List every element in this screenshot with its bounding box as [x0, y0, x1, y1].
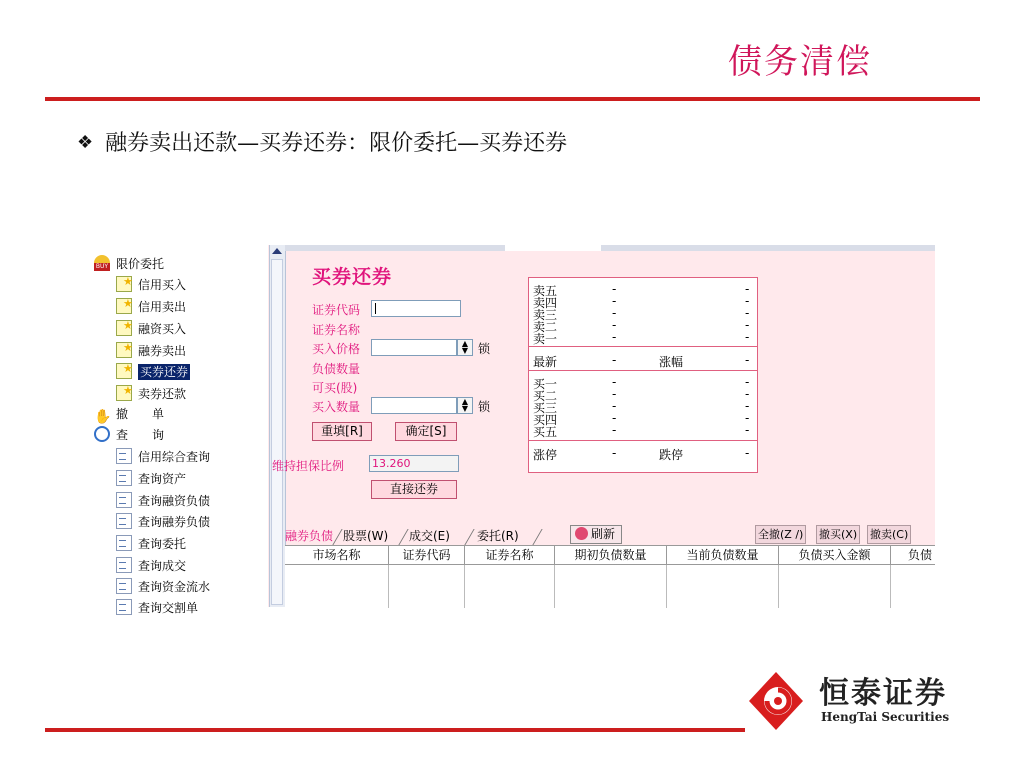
- document-icon: [116, 535, 132, 551]
- can-buy-label: 可买(股): [312, 381, 358, 395]
- tree-scrollbar[interactable]: [269, 245, 286, 607]
- document-icon: [116, 557, 132, 573]
- order-panel: [272, 245, 935, 607]
- note-icon: [116, 320, 132, 336]
- tree-item-margin-debt[interactable]: 查询融资负债: [116, 491, 210, 511]
- note-icon: [116, 298, 132, 314]
- tree-item-cash-flow[interactable]: 查询资金流水: [116, 577, 210, 597]
- magnifier-icon: [94, 426, 110, 442]
- code-input[interactable]: [371, 300, 461, 317]
- buy-qty-input[interactable]: [371, 397, 457, 414]
- note-icon: [116, 385, 132, 401]
- tree-item-deals[interactable]: 查询成交: [116, 556, 186, 576]
- tab-orders[interactable]: 委托(R): [477, 529, 519, 543]
- hand-icon: ✋: [94, 409, 112, 425]
- tree-item-credit-summary[interactable]: 信用综合查询: [116, 447, 210, 467]
- column-header[interactable]: 市场名称: [285, 546, 389, 565]
- column-header[interactable]: 负债: [891, 546, 935, 565]
- tree-item-credit-sell[interactable]: ★信用卖出: [116, 297, 186, 317]
- scroll-thumb[interactable]: [271, 259, 283, 605]
- tab-deals[interactable]: 成交(E): [409, 529, 450, 543]
- qty-stepper[interactable]: ▲ ▼: [457, 397, 473, 414]
- panel-top-bar: [285, 245, 935, 251]
- bullet-line: [77, 126, 567, 157]
- debt-table: [285, 545, 935, 608]
- bottom-rule: [45, 728, 745, 732]
- slide-title: 债务清偿: [728, 42, 872, 82]
- document-icon: [116, 513, 132, 529]
- buy-qty-label: 买入数量: [312, 400, 361, 414]
- tree-item-short-sell[interactable]: ★融券卖出: [116, 341, 186, 361]
- top-rule: [45, 97, 980, 101]
- document-icon: [116, 492, 132, 508]
- document-icon: [116, 599, 132, 615]
- tree-item-orders[interactable]: 查询委托: [116, 534, 186, 554]
- refresh-icon: [575, 527, 588, 540]
- tree-item-buy-to-return[interactable]: ★买券还券: [116, 362, 190, 382]
- diamond-bullet-icon: ❖: [77, 132, 94, 153]
- cancel-sell-button[interactable]: 撤卖(C): [867, 525, 911, 544]
- tab-short-debt[interactable]: 融券负债: [285, 529, 334, 543]
- reset-button[interactable]: 重填[R]: [312, 422, 372, 441]
- document-icon: [116, 448, 132, 464]
- column-header[interactable]: 证券代码: [389, 546, 465, 565]
- column-header[interactable]: 证券名称: [465, 546, 555, 565]
- form-title: 买券还券: [312, 266, 393, 288]
- direct-return-button[interactable]: 直接还券: [371, 480, 457, 499]
- trading-screenshot: [90, 245, 935, 615]
- tree-item-margin-buy[interactable]: ★融资买入: [116, 319, 186, 339]
- company-logo: [745, 658, 970, 740]
- buy-icon: [94, 255, 110, 271]
- tree-item-short-debt[interactable]: 查询融券负债: [116, 512, 210, 532]
- note-icon: [116, 276, 132, 292]
- hengtai-logo-icon: [745, 670, 807, 732]
- document-icon: [116, 578, 132, 594]
- price-label: 买入价格: [312, 342, 361, 356]
- name-label: 证券名称: [312, 323, 361, 337]
- code-label: 证券代码: [312, 303, 361, 317]
- note-icon: [116, 342, 132, 358]
- column-header[interactable]: 当前负债数量: [667, 546, 779, 565]
- logo-text-en: HengTai Securities: [821, 710, 950, 724]
- logo-text-cn: 恒泰证券: [819, 676, 947, 711]
- confirm-button[interactable]: 确定[S]: [395, 422, 457, 441]
- price-stepper[interactable]: ▲ ▼: [457, 339, 473, 356]
- tree-item-sell-to-repay[interactable]: ★卖券还款: [116, 384, 186, 404]
- tree-item-cancel[interactable]: ✋ 撤 单: [94, 407, 165, 425]
- tab-stocks[interactable]: 股票(W): [343, 529, 389, 543]
- quote-board: 卖五 - - 卖四 - - 卖三 - - 卖二 - - 卖一 - - 最新 - 涨幅 - 买一 - - 买二 - - 买三 - - 买四 - - 买五 - - 涨停 - 跌停 -: [528, 277, 758, 473]
- column-header[interactable]: 期初负债数量: [555, 546, 667, 565]
- qty-lock-button[interactable]: 锁: [478, 400, 491, 414]
- cancel-buy-button[interactable]: 撤买(X): [816, 525, 860, 544]
- tree-item-settlement[interactable]: 查询交割单: [116, 598, 198, 618]
- tree-item-credit-buy[interactable]: ★信用买入: [116, 275, 186, 295]
- tree-item-query[interactable]: 查 询: [94, 425, 164, 445]
- bullet-text: 融券卖出还款—买券还券：限价委托—买券还券: [105, 131, 568, 156]
- document-icon: [116, 470, 132, 486]
- refresh-button[interactable]: 刷新: [570, 525, 622, 544]
- ratio-label: 维持担保比例: [272, 459, 345, 473]
- cancel-all-button[interactable]: 全撤(Z /): [755, 525, 806, 544]
- tree-item-limit-order[interactable]: BUY限价委托: [94, 254, 164, 274]
- debt-qty-label: 负债数量: [312, 362, 361, 376]
- ratio-field: 13.260: [369, 455, 459, 472]
- price-input[interactable]: [371, 339, 457, 356]
- nav-tree: [90, 245, 268, 615]
- column-header[interactable]: 负债买入金额: [779, 546, 891, 565]
- note-icon: [116, 363, 132, 379]
- tree-item-assets[interactable]: 查询资产: [116, 469, 186, 489]
- scroll-up-arrow-icon[interactable]: [272, 248, 282, 254]
- price-lock-button[interactable]: 锁: [478, 342, 491, 356]
